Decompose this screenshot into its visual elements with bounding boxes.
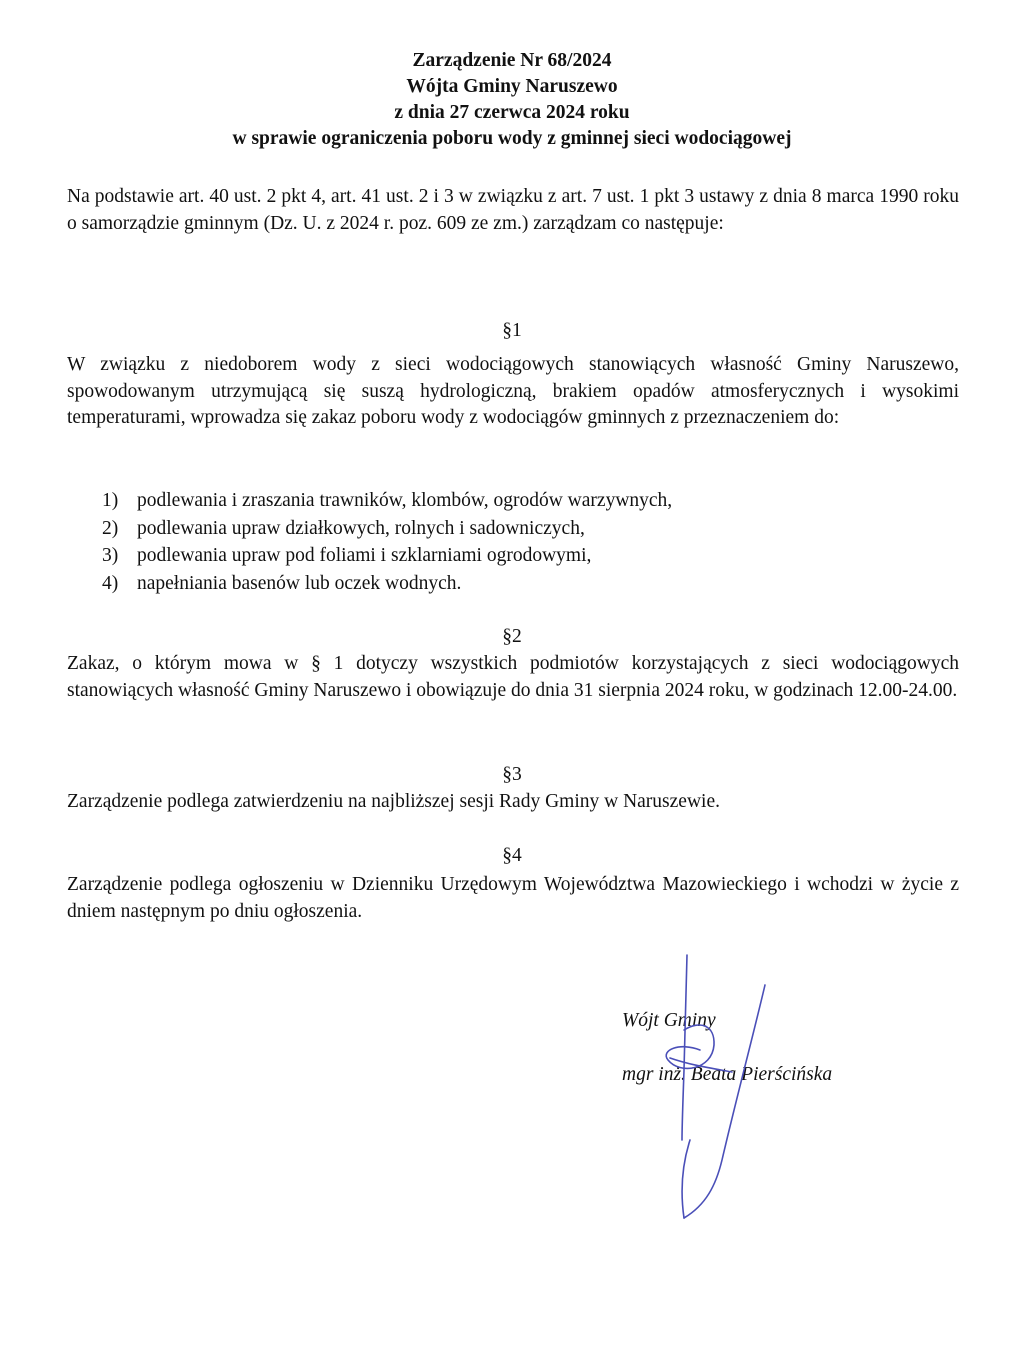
prohibited-uses-list bbox=[102, 487, 962, 597]
list-item-number: 3) bbox=[102, 545, 119, 566]
section-1-mark: §1 bbox=[502, 320, 522, 341]
list-item-text: podlewania upraw pod foliami i szklarniami ogrodowymi, bbox=[137, 545, 592, 566]
section-2-mark: §2 bbox=[502, 626, 522, 647]
list-item bbox=[102, 570, 962, 598]
signature-title: Wójt Gminy bbox=[622, 1010, 716, 1031]
section-4-mark: §4 bbox=[502, 845, 522, 866]
ordinance-subject: w sprawie ograniczenia poboru wody z gminnej sieci wodociągowej bbox=[232, 128, 792, 149]
list-item-number: 2) bbox=[102, 517, 119, 539]
issue-date: z dnia 27 czerwca 2024 roku bbox=[394, 102, 630, 123]
handwritten-signature bbox=[640, 950, 780, 1230]
section-4-text: Zarządzenie podlega ogłoszeniu w Dzienniku Urzędowym Województwa Mazowieckiego i wchodzi w życie z dniem następnym po dniu ogłoszenia. bbox=[67, 874, 959, 922]
signature-name: mgr inż. Beata Pierścińska bbox=[622, 1064, 833, 1085]
list-item bbox=[102, 542, 962, 570]
list-item bbox=[102, 515, 962, 543]
section-1-text: W związku z niedoborem wody z sieci wodociągowych stanowiących własność Gminy Naruszewo, spowodowanym utrzymującą się suszą hydrologiczną, brakiem opadów atmosferycznych i wysokimi temperaturami, wprowadza się zakaz poboru wody z wodociągów gminnych z przeznaczeniem do: bbox=[67, 354, 959, 428]
issuer: Wójta Gminy Naruszewo bbox=[406, 76, 618, 97]
list-item bbox=[102, 487, 962, 515]
list-item-number: 1) bbox=[102, 490, 119, 511]
section-3-mark: §3 bbox=[502, 764, 522, 785]
list-item-text: podlewania upraw działkowych, rolnych i sadowniczych, bbox=[137, 517, 585, 539]
section-2-text: Zakaz, o którym mowa w § 1 dotyczy wszystkich podmiotów korzystających z sieci wodociągowych stanowiących własność Gminy Naruszewo i obowiązuje do dnia 31 sierpnia 2024 roku, w godzinach 12.00-24.00. bbox=[67, 653, 959, 701]
list-item-text: podlewania i zraszania trawników, klombów, ogrodów warzywnych, bbox=[137, 490, 673, 511]
list-item-text: napełniania basenów lub oczek wodnych. bbox=[137, 572, 462, 594]
preamble: Na podstawie art. 40 ust. 2 pkt 4, art. 41 ust. 2 i 3 w związku z art. 7 ust. 1 pkt 3 ustawy z dnia 8 marca 1990 roku o samorządzie gminnym (Dz. U. z 2024 r. poz. 609 ze zm.) zarządzam co następuje: bbox=[67, 186, 959, 234]
document-header bbox=[0, 48, 1024, 152]
list-item-number: 4) bbox=[102, 572, 119, 594]
section-3-text: Zarządzenie podlega zatwierdzeniu na najbliższej sesji Rady Gminy w Naruszewie. bbox=[67, 791, 720, 812]
ordinance-number: Zarządzenie Nr 68/2024 bbox=[412, 50, 612, 71]
